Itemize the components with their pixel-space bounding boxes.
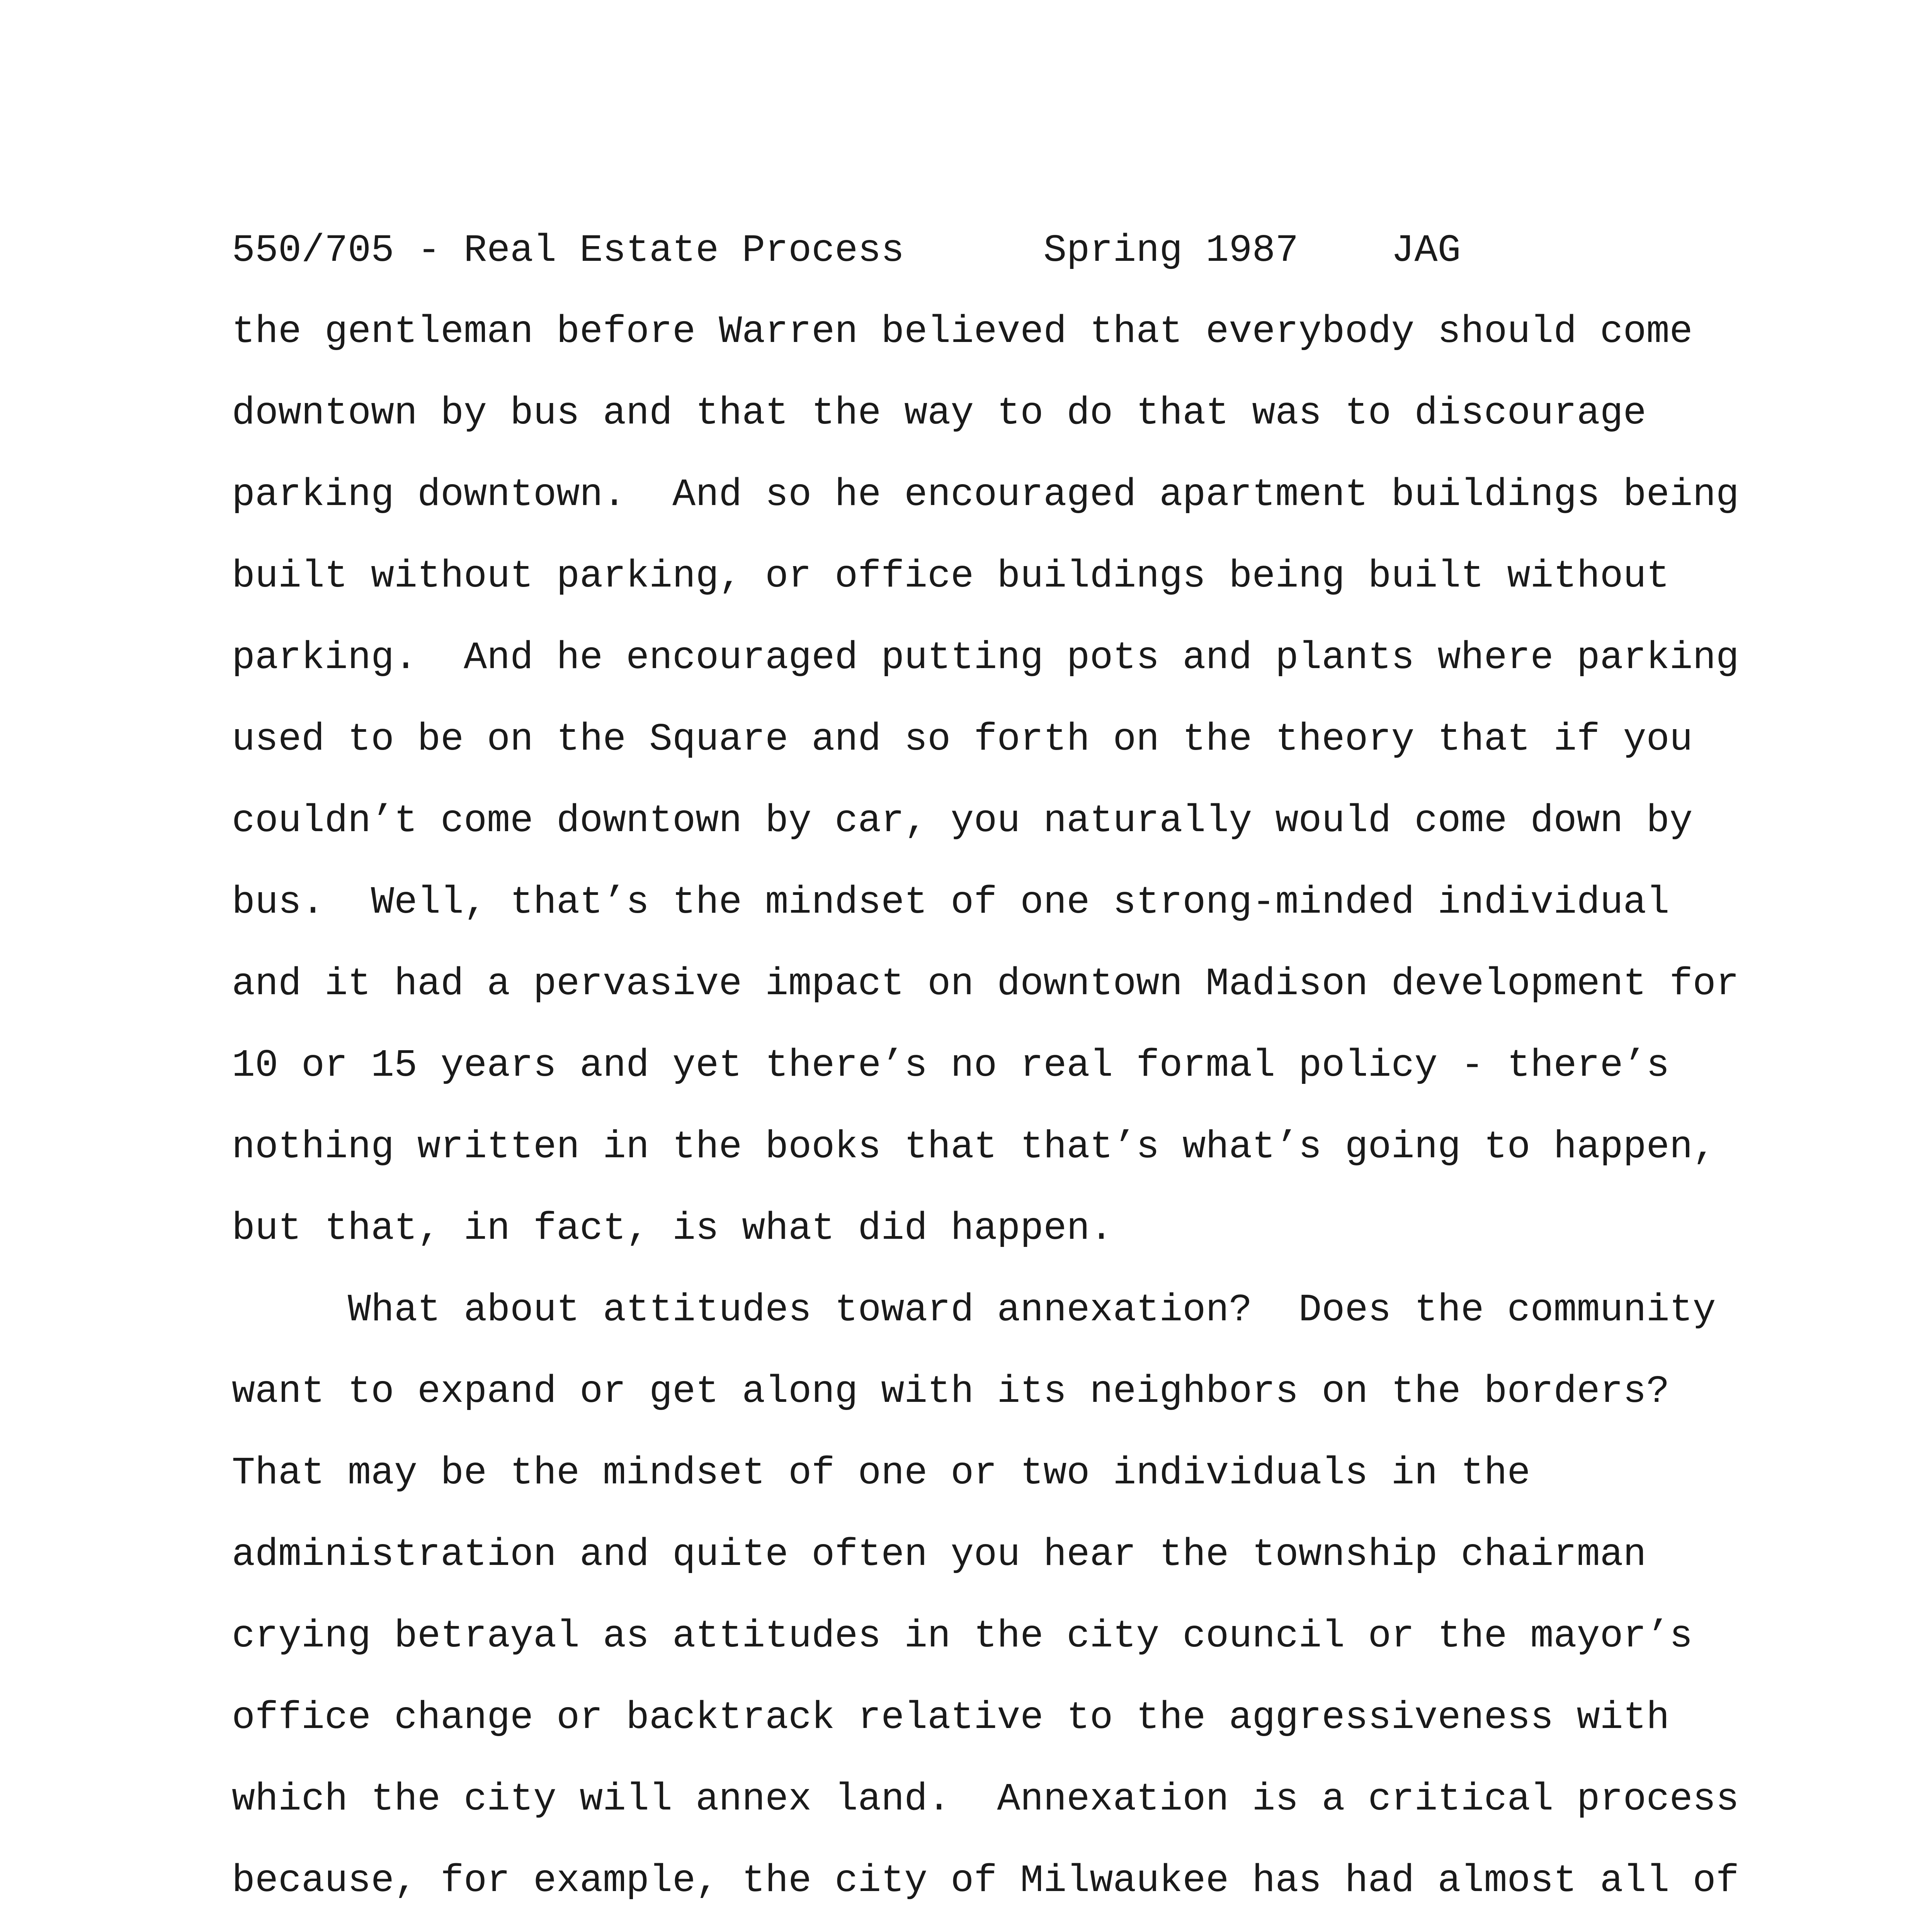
page-header — [232, 224, 1461, 278]
text-line: parking downtown. And so he encouraged apartment buildings being — [232, 473, 1739, 517]
text-line: but that, in fact, is what did happen. — [232, 1207, 1113, 1251]
text-line: downtown by bus and that the way to do that was to discourage — [232, 392, 1646, 435]
text-line: bus. Well, that’s the mindset of one strong-minded individual — [232, 881, 1670, 925]
text-line: want to expand or get along with its neighbors on the borders? — [232, 1370, 1670, 1414]
text-line: office change or backtrack relative to the aggressiveness with — [232, 1696, 1670, 1740]
text-line: built without parking, or office buildings being built without — [232, 555, 1670, 599]
body-text — [232, 305, 1777, 1932]
text-line: nothing written in the books that that’s what’s going to happen, — [232, 1126, 1716, 1169]
text-line: That may be the mindset of one or two individuals in the — [232, 1452, 1531, 1495]
text-line: and it had a pervasive impact on downtown Madison development for — [232, 963, 1739, 1006]
text-line: parking. And he encouraged putting pots and plants where parking — [232, 636, 1739, 680]
term-label: Spring 1987 — [1043, 229, 1299, 273]
text-line: because, for example, the city of Milwaukee has had almost all of — [232, 1859, 1739, 1903]
text-line: administration and quite often you hear the township chairman — [232, 1533, 1646, 1577]
text-line: 10 or 15 years and yet there’s no real formal policy - there’s — [232, 1044, 1670, 1088]
author-initials: JAG — [1391, 229, 1461, 273]
course-title: 550/705 - Real Estate Process — [232, 229, 905, 273]
text-line: which the city will annex land. Annexation is a critical process — [232, 1778, 1739, 1821]
text-line: couldn’t come downtown by car, you naturally would come down by — [232, 799, 1693, 843]
text-line: used to be on the Square and so forth on the theory that if you — [232, 718, 1693, 762]
text-line: What about attitudes toward annexation? Does the community — [232, 1289, 1716, 1332]
text-line: the gentleman before Warren believed that everybody should come — [232, 310, 1693, 354]
text-line: crying betrayal as attitudes in the city council or the mayor’s — [232, 1615, 1693, 1658]
